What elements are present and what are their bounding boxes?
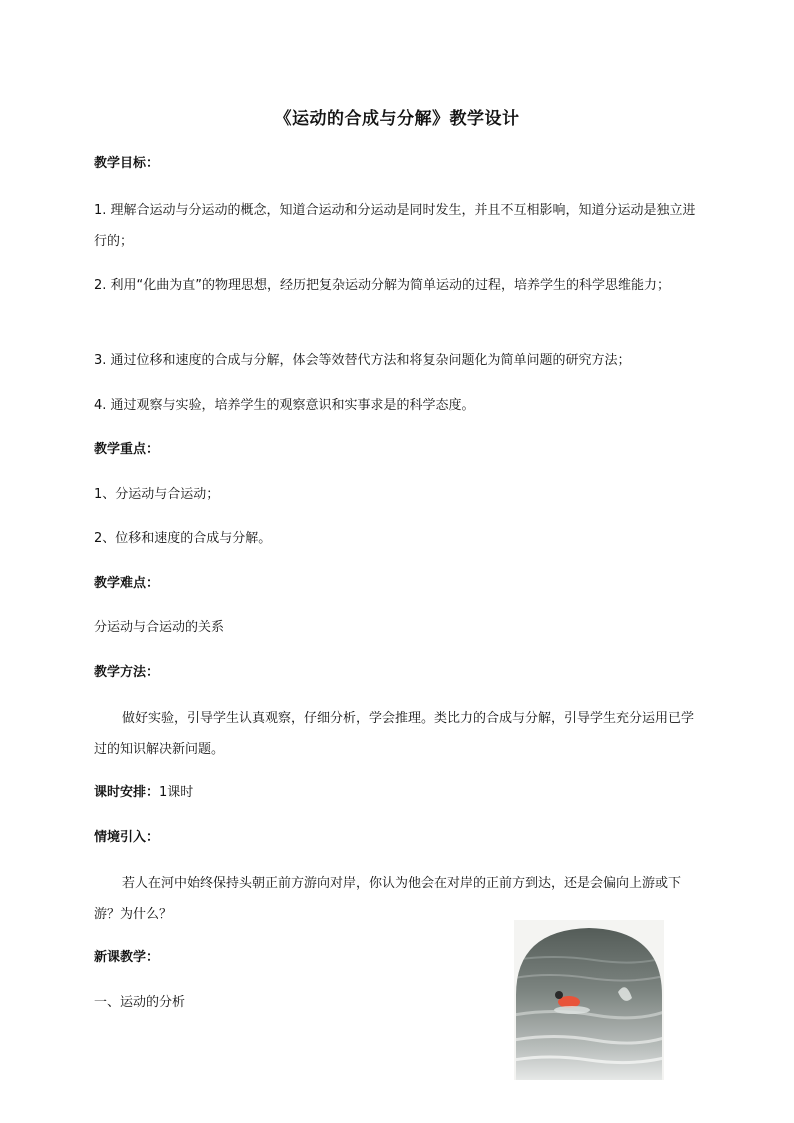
goal-item-4: 4. 通过观察与实验，培养学生的观察意识和实事求是的科学态度。 (94, 398, 475, 413)
swimmer-photo-icon (514, 920, 664, 1080)
goal-item-3: 3. 通过位移和速度的合成与分解，体会等效替代方法和将复杂问题化为简单问题的研究方法； (94, 353, 631, 368)
schedule-value: 1课时 (159, 785, 194, 800)
key-points-heading: 教学重点： (94, 442, 160, 457)
methods-text: 做好实验，引导学生认真观察，仔细分析，学会推理。类比力的合成与分解，引导学生充分运用已学过的知识解决新问题。 (94, 711, 695, 757)
key-point-item-1: 1、分运动与合运动； (94, 487, 220, 502)
intro-heading: 情境引入： (94, 830, 160, 845)
schedule-heading: 课时安排： (94, 785, 160, 800)
intro-text: 若人在河中始终保持头朝正前方游向对岸，你认为他会在对岸的正前方到达，还是会偏向上游或下游？为什么？ (94, 876, 682, 922)
swimmer-photo (514, 920, 664, 1080)
schedule-line (94, 780, 706, 806)
key-point-item-2: 2、位移和速度的合成与分解。 (94, 531, 272, 546)
difficulties-text: 分运动与合运动的关系 (94, 620, 225, 635)
goal-item-1: 1. 理解合运动与分运动的概念，知道合运动和分运动是同时发生，并且不互相影响，知道分运动是独立进行的； (94, 203, 696, 249)
difficulties-heading: 教学难点： (94, 576, 160, 591)
goals-heading: 教学目标： (94, 156, 160, 171)
document-title: 《运动的合成与分解》教学设计 (274, 109, 520, 129)
section-motion-analysis: 一、运动的分析 (94, 995, 186, 1010)
goal-item-2: 2. 利用“化曲为直”的物理思想，经历把复杂运动分解为简单运动的过程，培养学生的科学思维能力； (94, 278, 671, 293)
methods-heading: 教学方法： (94, 665, 160, 680)
new-lesson-heading: 新课教学： (94, 950, 160, 965)
